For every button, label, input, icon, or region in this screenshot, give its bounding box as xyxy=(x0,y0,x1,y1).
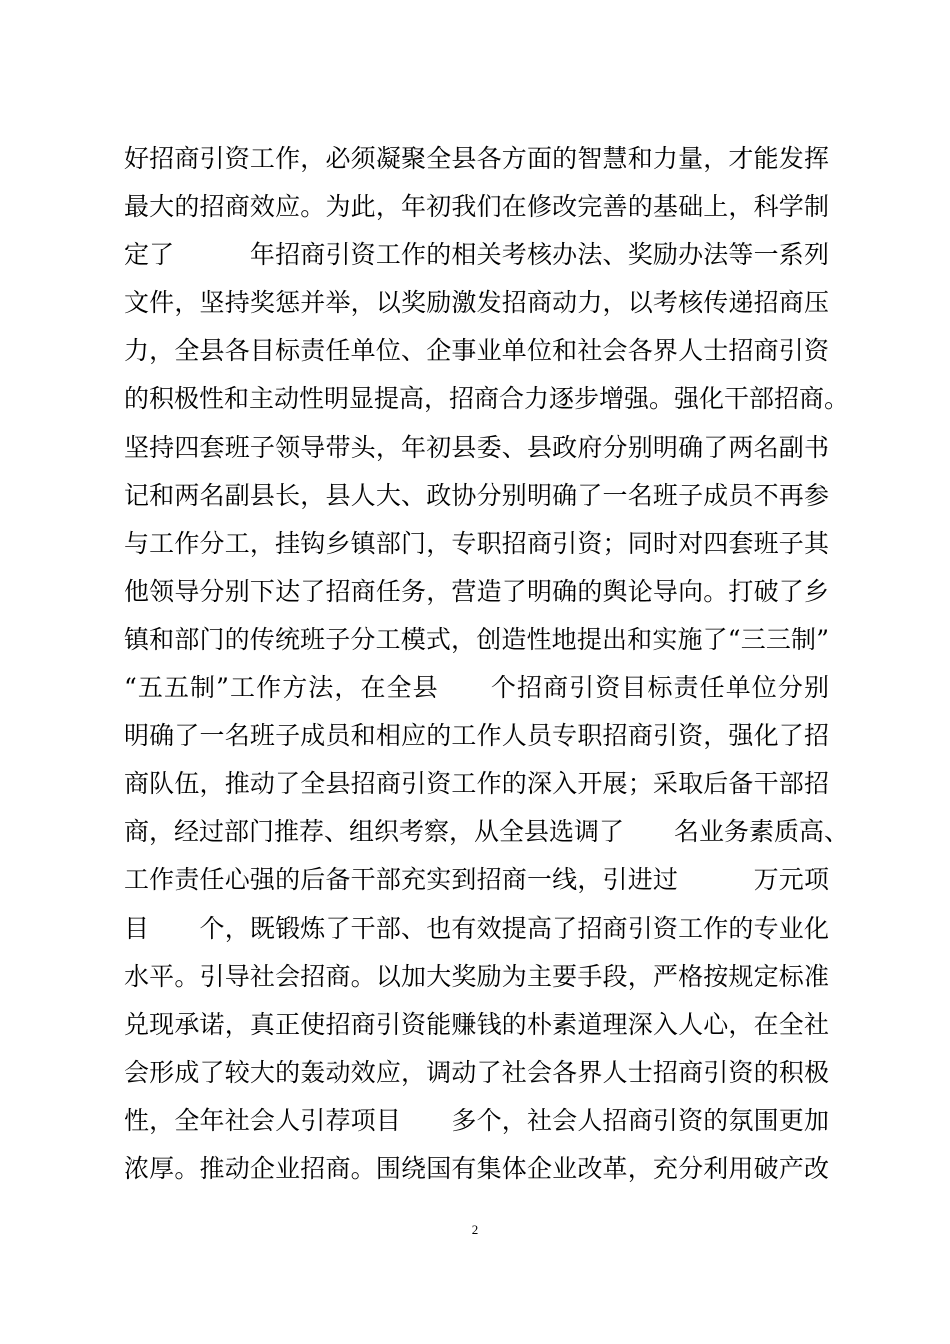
text-line: 坚持四套班子领导带头，年初县委、县政府分别明确了两名副书 xyxy=(124,432,829,462)
text-line: 记和两名副县长，县人大、政协分别明确了一名班子成员不再参 xyxy=(124,480,829,510)
text-line: 的积极性和主动性明显提高，招商合力逐步增强。强化干部招商。 xyxy=(124,384,850,414)
text-line: 水平。引导社会招商。以加大奖励为主要手段，严格按规定标准 xyxy=(124,961,829,991)
body-paragraph xyxy=(124,135,850,1193)
text-line: 明确了一名班子成员和相应的工作人员专职招商引资，强化了招 xyxy=(124,721,829,751)
text-line: 镇和部门的传统班子分工模式，创造性地提出和实施了“三三制” xyxy=(124,624,829,654)
text-line: 浓厚。推动企业招商。围绕国有集体企业改革，充分利用破产改 xyxy=(124,1153,829,1183)
text-line: 兑现承诺，真正使招商引资能赚钱的朴素道理深入人心，在全社 xyxy=(124,1009,829,1039)
text-line: 商，经过部门推荐、组织考察，从全县选调了 名业务素质高、 xyxy=(124,817,850,847)
text-line: 商队伍，推动了全县招商引资工作的深入开展；采取后备干部招 xyxy=(124,769,829,799)
page-number: 2 xyxy=(471,1222,479,1237)
text-line: 定了 年招商引资工作的相关考核办法、奖励办法等一系列 xyxy=(124,240,829,270)
text-line: 他领导分别下达了招商任务，营造了明确的舆论导向。打破了乡 xyxy=(124,576,829,606)
text-line: 性，全年社会人引荐项目 多个，社会人招商引资的氛围更加 xyxy=(124,1105,829,1135)
text-line: 会形成了较大的轰动效应，调动了社会各界人士招商引资的积极 xyxy=(124,1057,829,1087)
text-line: “五五制”工作方法，在全县 个招商引资目标责任单位分别 xyxy=(124,673,829,703)
text-line: 工作责任心强的后备干部充实到招商一线，引进过 万元项 xyxy=(124,865,829,895)
text-line: 与工作分工，挂钩乡镇部门，专职招商引资；同时对四套班子其 xyxy=(124,528,829,558)
text-line: 好招商引资工作，必须凝聚全县各方面的智慧和力量，才能发挥 xyxy=(124,144,829,173)
text-line: 力，全县各目标责任单位、企事业单位和社会各界人士招商引资 xyxy=(124,336,829,366)
text-line: 目 个，既锻炼了干部、也有效提高了招商引资工作的专业化 xyxy=(124,913,829,943)
text-line: 文件，坚持奖惩并举，以奖励激发招商动力，以考核传递招商压 xyxy=(124,288,829,318)
text-line: 最大的招商效应。为此，年初我们在修改完善的基础上，科学制 xyxy=(124,192,829,222)
